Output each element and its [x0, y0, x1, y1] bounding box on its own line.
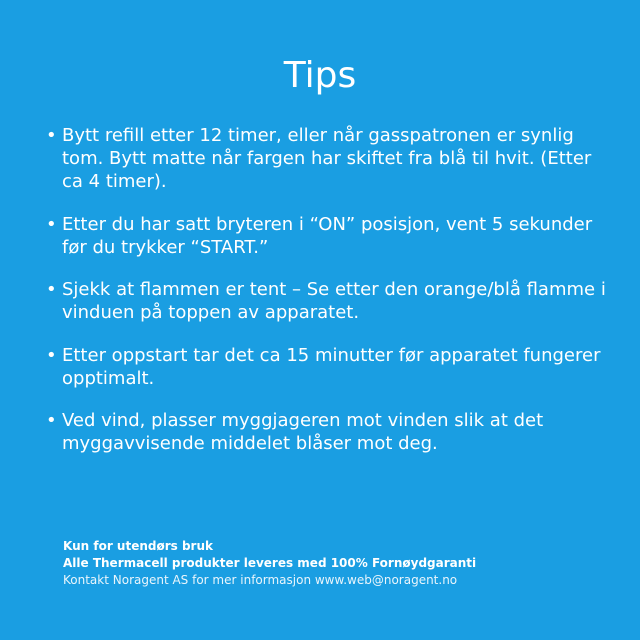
page-title: Tips: [283, 55, 357, 96]
footer: [63, 538, 603, 589]
bullet-icon: •: [46, 214, 57, 235]
tip-item: [46, 409, 606, 455]
tip-item: [46, 124, 606, 193]
tip-item: [46, 278, 606, 324]
tips-list: [46, 124, 606, 476]
tip-text: Bytt refill etter 12 timer, eller når gasspatronen er synlig tom. Bytt matte når fargen har skiftet fra blå til hvit. (Etter ca 4 timer).: [62, 125, 592, 192]
bullet-icon: •: [46, 410, 57, 431]
tip-item: [46, 344, 606, 390]
tip-text: Etter oppstart tar det ca 15 minutter før apparatet fungerer opptimalt.: [62, 345, 601, 389]
footer-outdoor-use: Kun for utendørs bruk: [63, 539, 213, 553]
bullet-icon: •: [46, 279, 57, 300]
tip-text: Ved vind, plasser myggjageren mot vinden slik at det myggavvisende middelet blåser mot deg.: [62, 410, 544, 454]
bullet-icon: •: [46, 345, 57, 366]
tip-item: [46, 213, 606, 259]
tip-text: Sjekk at flammen er tent – Se etter den orange/blå flamme i vinduen på toppen av apparatet.: [62, 279, 606, 323]
bullet-icon: •: [46, 125, 57, 146]
footer-guarantee: Alle Thermacell produkter leveres med 100% Fornøydgaranti: [63, 556, 477, 570]
tip-text: Etter du har satt bryteren i “ON” posisjon, vent 5 sekunder før du trykker “START.”: [62, 214, 593, 258]
footer-contact: Kontakt Noragent AS for mer informasjon www.web@noragent.no: [63, 573, 458, 587]
